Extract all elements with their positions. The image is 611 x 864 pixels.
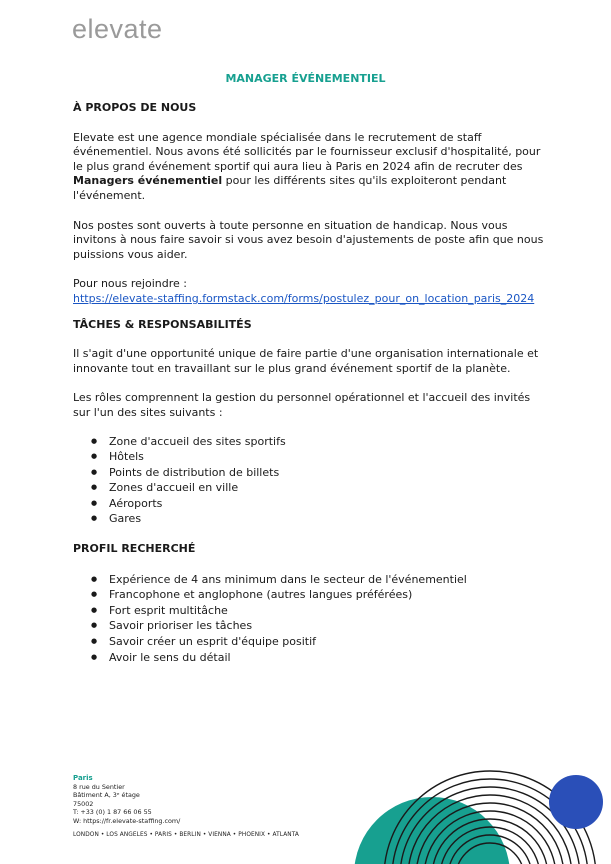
footer-address: [73, 774, 299, 840]
document-body: [73, 101, 548, 680]
footer-address-line: Bâtiment A, 3ᵉ étage: [73, 791, 140, 799]
list-item: ● Expérience de 4 ans minimum dans le secteur de l'événementiel: [109, 572, 548, 588]
join-block: [73, 277, 548, 306]
join-label: Pour nous rejoindre :: [73, 277, 187, 291]
profile-list: [73, 572, 548, 666]
elevate-logo: elevate: [72, 14, 163, 44]
footer-postcode: 75002: [73, 799, 94, 808]
list-item: ● Hôtels: [109, 449, 548, 465]
job-title: MANAGER ÉVÉNEMENTIEL: [225, 72, 386, 85]
footer-city: Paris: [73, 774, 93, 782]
about-paragraph-2: Nos postes sont ouverts à toute personne en situation de handicap. Nous vous invitons à nous faire savoir si vous avez besoin d'ajustements de poste afin que nous puissions vous aider.: [73, 218, 544, 261]
sites-list: [73, 434, 548, 528]
footer-website: W: https://fr.elevate-staffing.com/: [73, 816, 181, 825]
profile-heading: PROFIL RECHERCHÉ: [73, 542, 196, 556]
footer-offices: LONDON • LOS ANGELES • PARIS • BERLIN • VIENNA • PHOENIX • ATLANTA: [73, 832, 299, 838]
list-item: ● Savoir créer un esprit d'équipe positif: [109, 634, 548, 650]
about-p1-text-end: pour les différents sites qu'ils exploiteront pendant l'événement.: [73, 174, 507, 202]
list-item: ● Zones d'accueil en ville: [109, 480, 548, 496]
list-item: ● Francophone et anglophone (autres langues préférées): [109, 587, 548, 603]
application-link[interactable]: https://elevate-staffing.formstack.com/forms/postulez_pour_on_location_paris_2024: [73, 291, 535, 305]
footer-address-line: 8 rue du Sentier: [73, 782, 125, 791]
about-p1-text: Elevate est une agence mondiale spécialisée dans le recrutement de staff événementiel. Nous avons été sollicités par le fournisseur exclusif d'hospitalité, pour le plus grand événement sportif qui aura lieu à Paris en 2024 afin de recruter des: [73, 130, 541, 173]
list-item: ● Aéroports: [109, 496, 548, 512]
list-item: ● Gares: [109, 511, 548, 527]
decorative-circles-graphic: [350, 765, 611, 864]
blue-circle-shape: [549, 775, 603, 829]
tasks-paragraph-1: Il s'agit d'une opportunité unique de faire partie d'une organisation internationale et innovante tout en travaillant sur le plus grand événement sportif de la planète.: [73, 347, 539, 375]
tasks-heading: TÂCHES & RESPONSABILITÉS: [73, 317, 252, 331]
list-item: ● Points de distribution de billets: [109, 465, 548, 481]
footer-phone: T: +33 (0) 1 87 66 06 55: [73, 808, 152, 816]
about-heading: À PROPOS DE NOUS: [73, 101, 197, 114]
list-item: ● Savoir prioriser les tâches: [109, 618, 548, 634]
list-item: ● Avoir le sens du détail: [109, 650, 548, 666]
about-paragraph-1: [73, 131, 548, 204]
tasks-paragraph-2: Les rôles comprennent la gestion du personnel opérationnel et l'accueil des invités sur l'un des sites suivants :: [73, 391, 531, 419]
list-item: ● Fort esprit multitâche: [109, 603, 548, 619]
about-p1-bold: Managers événementiel: [73, 174, 223, 188]
list-item: ● Zone d'accueil des sites sportifs: [109, 434, 548, 450]
